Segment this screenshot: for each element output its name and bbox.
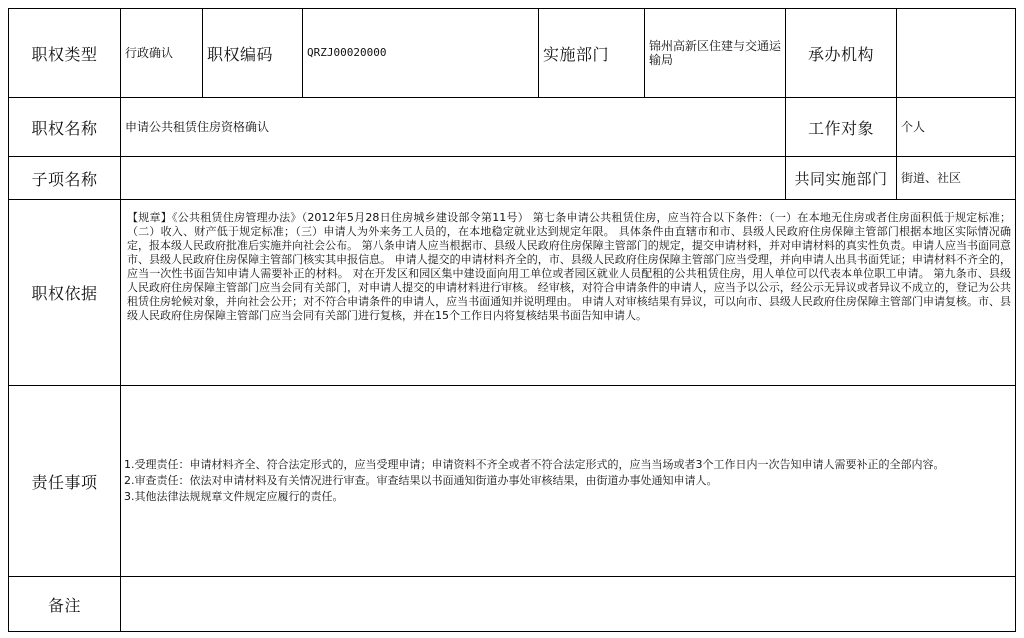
sub-value <box>120 156 786 200</box>
resp-label: 责任事项 <box>8 385 121 577</box>
type-value: 行政确认 <box>120 8 203 98</box>
remark-value <box>120 576 1016 632</box>
resp-item-2: 2.审查责任：依法对申请材料及有关情况进行审查。审查结果以书面通知街道办事处审核结果，由街道办事处通知申请人。 <box>124 474 718 487</box>
org-label: 承办机构 <box>785 8 897 98</box>
code-value: QRZJ00020000 <box>302 8 539 98</box>
sub-label: 子项名称 <box>8 156 121 200</box>
type-label: 职权类型 <box>8 8 121 98</box>
remark-label: 备注 <box>8 576 121 632</box>
target-label: 工作对象 <box>785 97 897 157</box>
dept-value: 锦州高新区住建与交通运输局 <box>644 8 786 98</box>
joint-label: 共同实施部门 <box>785 156 897 200</box>
resp-list <box>120 385 1016 577</box>
dept-label: 实施部门 <box>538 8 645 98</box>
name-label: 职权名称 <box>8 97 121 157</box>
code-label: 职权编码 <box>202 8 303 98</box>
resp-item-1: 1.受理责任：申请材料齐全、符合法定形式的，应当受理申请；申请资料不齐全或者不符合法定形式的，应当当场或者3个工作日内一次告知申请人需要补正的全部内容。 <box>124 458 945 471</box>
resp-item-3: 3.其他法律法规规章文件规定应履行的责任。 <box>124 490 344 503</box>
basis-text: 【规章】《公共租赁住房管理办法》（2012年5月28日住房城乡建设部令第11号） 第七条申请公共租赁住房，应当符合以下条件：（一）在本地无住房或者住房面积低于规定标准；（二）收入、财产低于规定标准；（三）申请人为外来务工人员的，在本地稳定就业达到规定年限。 具体条件由直辖市和市、县级人民政府住房保障主管部门根据本地区实际情况确定，报本级人民政府批准后实施并向社会公布。 第八条申请人应当根据市、县级人民政府住房保障主管部门的规定，提交申请材料，并对申请材料的真实性负责。申请人应当书面同意市、县级人民政府住房保障主管部门核实其申报信息。 申请人提交的申请材料齐全的，市、县级人民政府住房保障主管部门应当受理，并向申请人出具书面凭证；申请材料不齐全的，应当一次性书面告知申请人需要补正的材料。 对在开发区和园区集中建设面向用工单位或者园区就业人员配租的公共租赁住房，用人单位可以代表本单位职工申请。 第九条市、县级人民政府住房保障主管部门应当会同有关部门，对申请人提交的申请材料进行审核。 经审核，对符合申请条件的申请人，应当予以公示，经公示无异议或者异议不成立的，登记为公共租赁住房轮候对象，并向社会公开；对不符合申请条件的申请人，应当书面通知并说明理由。 申请人对审核结果有异议，可以向市、县级人民政府住房保障主管部门申请复核。市、县级人民政府住房保障主管部门应当会同有关部门进行复核，并在15个工作日内将复核结果书面告知申请人。 <box>120 199 1016 386</box>
name-value: 申请公共租赁住房资格确认 <box>120 97 786 157</box>
org-value <box>896 8 1016 98</box>
target-value: 个人 <box>896 97 1016 157</box>
joint-value: 街道、社区 <box>896 156 1016 200</box>
basis-label: 职权依据 <box>8 199 121 386</box>
